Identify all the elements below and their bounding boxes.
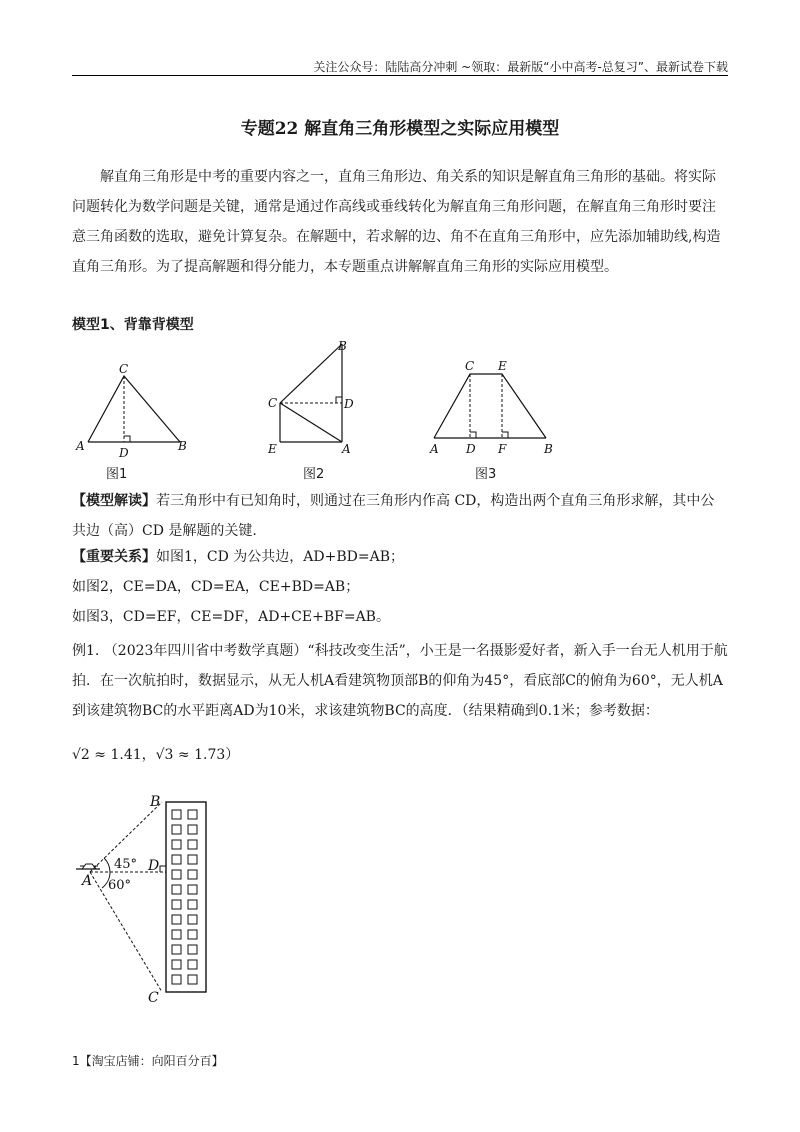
figure-3-caption: 图3 (475, 467, 497, 482)
example-1-text: 例1. （2023年四川省中考数学真题）“科技改变生活”，小王是一名摄影爱好者，新入手一台无人机用于航拍．在一次航拍时，数据显示，从无人机A看建筑物顶部B的仰角为45°，看底部C的俯角为60°，无人机A到该建筑物BC的水平距离AD为10米，求该建筑物BC的高度．（结果精确到0.1米；参考数据： (72, 643, 728, 719)
label-b: B (150, 794, 161, 810)
fig3-label-a: A (430, 442, 439, 456)
figure-2 (262, 336, 372, 460)
figure-2-caption: 图2 (303, 467, 325, 482)
fig2-right-angle-mark (336, 397, 342, 403)
fig3-label-c: C (465, 359, 475, 373)
fig3-label-f: F (498, 442, 507, 456)
header-text: 关注公众号：陆陆高分冲刺 ~领取：最新版“小中高考-总复习”、最新试卷下载 (313, 60, 728, 74)
model-reading-text: 若三角形中有已知角时，则通过在三角形内作高 CD，构造出两个直角三角形求解，其中公共边（高）CD 是解题的关键. (72, 493, 715, 539)
fig2-label-a: A (342, 442, 351, 456)
fig1-label-c: C (119, 362, 129, 376)
relations-text-1: 如图1，CD 为公共边，AD+BD=AB； (156, 549, 405, 565)
fig3-right-angle-mark-d (470, 432, 476, 438)
building-figure (66, 786, 236, 1008)
header-divider (72, 75, 728, 76)
fig2-label-d: D (344, 397, 354, 411)
intro-paragraph: 解直角三角形是中考的重要内容之一，直角三角形边、角关系的知识是解直角三角形的基础。将实际问题转化为数学问题是关键，通常是通过作高线或垂线转化为解直角三角形问题，在解直角三角形时要注意三角函数的选取，避免计算复杂。在解题中，若求解的边、角不在直角三角形中，应先添加辅助线,构造直角三角形。为了提高解题和得分能力，本专题重点讲解解直角三角形的实际应用模型。 (72, 169, 721, 275)
label-c: C (148, 990, 159, 1006)
model-heading: 模型1、背靠背模型 (72, 317, 194, 333)
fig1-label-d: D (119, 446, 129, 460)
page-title: 专题22 解直角三角形模型之实际应用模型 (240, 119, 560, 139)
relations-line-2: 如图2，CE=DA，CD=EA，CE+BD=AB； (72, 579, 360, 595)
footer-text: 1【淘宝店铺：向阳百分百】 (72, 1054, 224, 1068)
relations-tag: 【重要关系】 (72, 549, 156, 565)
angle-60-label: 60° (108, 878, 132, 893)
fig2-line-ca (280, 403, 342, 442)
fig3-right-angle-mark-f (502, 432, 508, 438)
fig3-label-d: D (466, 442, 476, 456)
figure-3 (424, 354, 564, 460)
angle-45-label: 45° (114, 857, 138, 872)
model-reading (72, 486, 728, 546)
fig2-label-c: C (268, 396, 278, 410)
figure-1 (72, 360, 202, 460)
fig2-label-e: E (268, 442, 277, 456)
right-angle-mark-d (160, 866, 166, 872)
fig1-label-a: A (76, 439, 85, 453)
angle-arc-45 (104, 858, 110, 872)
fig3-trapezoid-sides (434, 374, 546, 438)
fig1-triangle-sides (88, 376, 180, 442)
label-d: D (148, 858, 160, 874)
fig1-right-angle-mark (124, 436, 130, 442)
fig2-line-cb (280, 344, 342, 403)
model-reading-tag: 【模型解读】 (72, 493, 156, 509)
figure-1-caption: 图1 (106, 467, 128, 482)
fig3-label-e: E (498, 359, 507, 373)
fig2-label-b: B (338, 339, 347, 353)
reference-data: √2 ≈ 1.41，√3 ≈ 1.73） (72, 747, 240, 763)
fig1-label-b: B (178, 439, 187, 453)
relations-line-1 (72, 546, 404, 566)
fig3-label-b: B (544, 442, 553, 456)
label-a: A (82, 873, 93, 889)
relations-line-3: 如图3，CD=EF，CE=DF，AD+CE+BF=AB。 (72, 609, 390, 625)
drone-icon (76, 864, 100, 869)
